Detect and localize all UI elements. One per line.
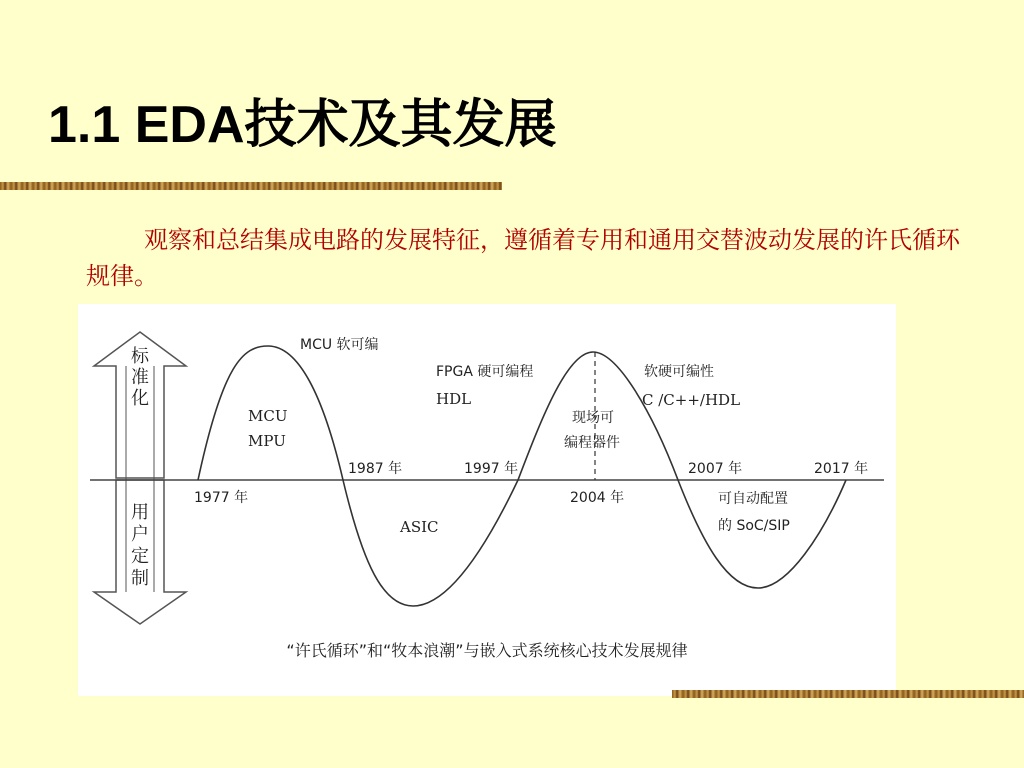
label-fpd-line1: 现场可 — [572, 410, 614, 426]
arrow-up-char-3: 化 — [131, 388, 149, 409]
label-mpu: MPU — [248, 432, 286, 450]
arrow-down-char-4: 制 — [131, 568, 149, 589]
arrow-down-char-3: 定 — [131, 546, 149, 567]
diagram-caption: “许氏循环”和“牧本浪潮”与嵌入式系统核心技术发展规律 — [286, 641, 688, 660]
label-c-hdl: C /C++/HDL — [642, 391, 741, 409]
slide-title: 1.1 EDA技术及其发展 — [48, 96, 557, 154]
label-fpd-line2: 编程器件 — [564, 435, 620, 451]
label-soc-line1: 可自动配置 — [718, 491, 788, 507]
label-mcu-soft: MCU 软可编 — [300, 337, 379, 353]
label-soc-line2: 的 SoC/SIP — [718, 518, 790, 534]
label-mcu: MCU — [248, 407, 288, 425]
arrow-down-char-1: 用 — [131, 502, 149, 523]
label-fpga: FPGA 硬可编程 — [436, 364, 534, 380]
label-asic: ASIC — [400, 518, 439, 536]
decorative-rule-top — [0, 182, 502, 190]
arrow-up-char-1: 标 — [131, 346, 149, 367]
year-1997: 1997 年 — [464, 461, 519, 477]
label-soft-hard: 软硬可编性 — [644, 364, 714, 380]
year-2004: 2004 年 — [570, 490, 625, 506]
year-1977: 1977 年 — [194, 490, 249, 506]
label-hdl: HDL — [436, 390, 472, 408]
cycle-wave — [198, 346, 846, 606]
year-2017: 2017 年 — [814, 461, 869, 477]
arrow-down-char-2: 户 — [131, 524, 149, 545]
slide-paragraph: 观察和总结集成电路的发展特征，遵循着专用和通用交替波动发展的许氏循环规律。 — [86, 226, 960, 290]
year-1987: 1987 年 — [348, 461, 403, 477]
arrow-up-char-2: 准 — [131, 367, 149, 388]
decorative-rule-bottom — [672, 690, 1024, 698]
cycle-diagram — [78, 304, 896, 696]
cycle-diagram-svg — [78, 304, 896, 696]
year-2007: 2007 年 — [688, 461, 743, 477]
double-arrow — [94, 332, 186, 624]
